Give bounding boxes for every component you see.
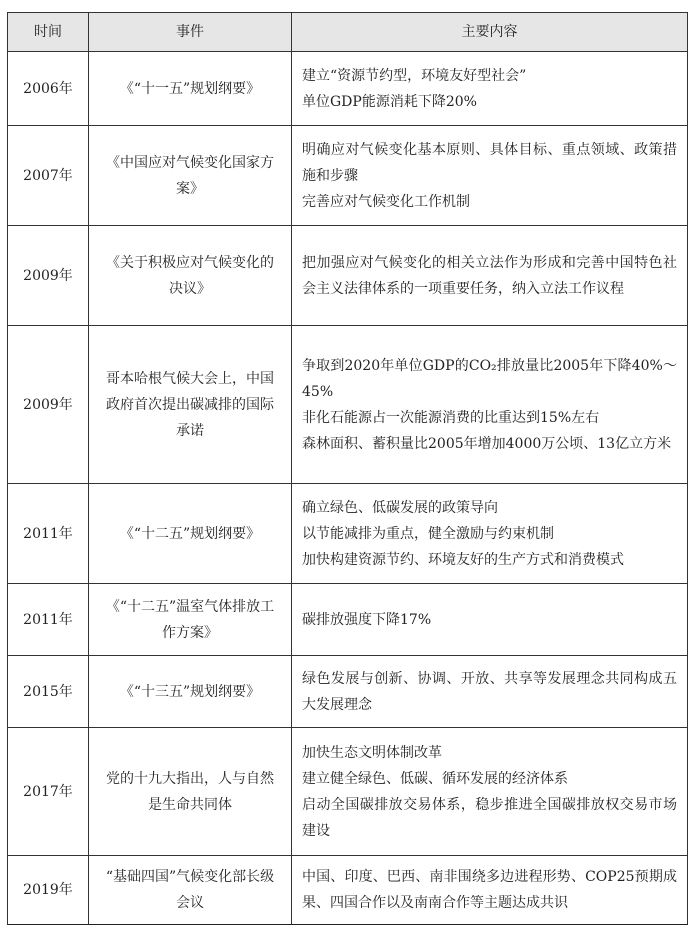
content-line: 明确应对气候变化基本原则、具体目标、重点领域、政策措施和步骤 — [302, 141, 677, 184]
row-event: 党的十九大指出，人与自然是生命共同体 — [89, 728, 292, 856]
table-row — [8, 326, 688, 484]
row-year: 2009年 — [8, 226, 89, 326]
table-header-row — [8, 13, 688, 52]
table-row — [8, 52, 688, 126]
content-line: 碳排放强度下降17% — [302, 611, 432, 628]
row-event: 《“十二五”规划纲要》 — [89, 484, 292, 584]
row-content — [292, 484, 688, 584]
table-row — [8, 126, 688, 226]
header-time: 时间 — [8, 13, 89, 52]
content-line: 加快构建资源节约、环境友好的生产方式和消费模式 — [302, 551, 624, 568]
table-body — [8, 52, 688, 925]
row-year: 2017年 — [8, 728, 89, 856]
table-row — [8, 656, 688, 728]
content-line: 把加强应对气候变化的相关立法作为形成和完善中国特色社会主义法律体系的一项重要任务，纳入立法工作议程 — [302, 254, 677, 297]
content-line: 确立绿色、低碳发展的政策导向 — [302, 499, 498, 516]
table-row — [8, 856, 688, 925]
header-content: 主要内容 — [292, 13, 688, 52]
row-event: 《“十一五”规划纲要》 — [89, 52, 292, 126]
content-line: 单位GDP能源消耗下降20% — [302, 93, 477, 110]
content-line: 完善应对气候变化工作机制 — [302, 193, 470, 210]
table-row — [8, 484, 688, 584]
row-event: 《关于积极应对气候变化的决议》 — [89, 226, 292, 326]
content-line: 以节能减排为重点，健全激励与约束机制 — [302, 525, 554, 542]
row-year: 2007年 — [8, 126, 89, 226]
row-event: 《“十三五”规划纲要》 — [89, 656, 292, 728]
content-line: 启动全国碳排放交易体系，稳步推进全国碳排放权交易市场建设 — [302, 796, 677, 839]
row-event: 《“十二五”温室气体排放工作方案》 — [89, 584, 292, 656]
row-content — [292, 728, 688, 856]
row-event: “基础四国”气候变化部长级会议 — [89, 856, 292, 925]
row-content — [292, 226, 688, 326]
row-year: 2011年 — [8, 484, 89, 584]
content-line: 争取到2020年单位GDP的CO₂排放量比2005年下降40%～45% — [302, 357, 677, 400]
row-content — [292, 326, 688, 484]
row-content — [292, 52, 688, 126]
content-line: 加快生态文明体制改革 — [302, 744, 442, 761]
row-year: 2011年 — [8, 584, 89, 656]
row-year: 2015年 — [8, 656, 89, 728]
row-year: 2019年 — [8, 856, 89, 925]
row-year: 2009年 — [8, 326, 89, 484]
table-row — [8, 584, 688, 656]
content-line: 非化石能源占一次能源消费的比重达到15%左右 — [302, 409, 600, 426]
table-row — [8, 728, 688, 856]
content-line: 绿色发展与创新、协调、开放、共享等发展理念共同构成五大发展理念 — [302, 670, 677, 713]
policy-table — [7, 12, 688, 925]
row-content — [292, 656, 688, 728]
row-event: 哥本哈根气候大会上，中国政府首次提出碳减排的国际承诺 — [89, 326, 292, 484]
row-content — [292, 584, 688, 656]
row-event: 《中国应对气候变化国家方案》 — [89, 126, 292, 226]
row-year: 2006年 — [8, 52, 89, 126]
content-line: 建立健全绿色、低碳、循环发展的经济体系 — [302, 770, 568, 787]
content-line: 森林面积、蓄积量比2005年增加4000万公顷、13亿立方米 — [302, 435, 672, 452]
content-line: 建立“资源节约型，环境友好型社会” — [302, 67, 527, 84]
content-line: 中国、印度、巴西、南非围绕多边进程形势、COP25预期成果、四国合作以及南南合作等主题达成共识 — [302, 869, 677, 911]
table-row — [8, 226, 688, 326]
row-content — [292, 856, 688, 925]
header-event: 事件 — [89, 13, 292, 52]
row-content — [292, 126, 688, 226]
